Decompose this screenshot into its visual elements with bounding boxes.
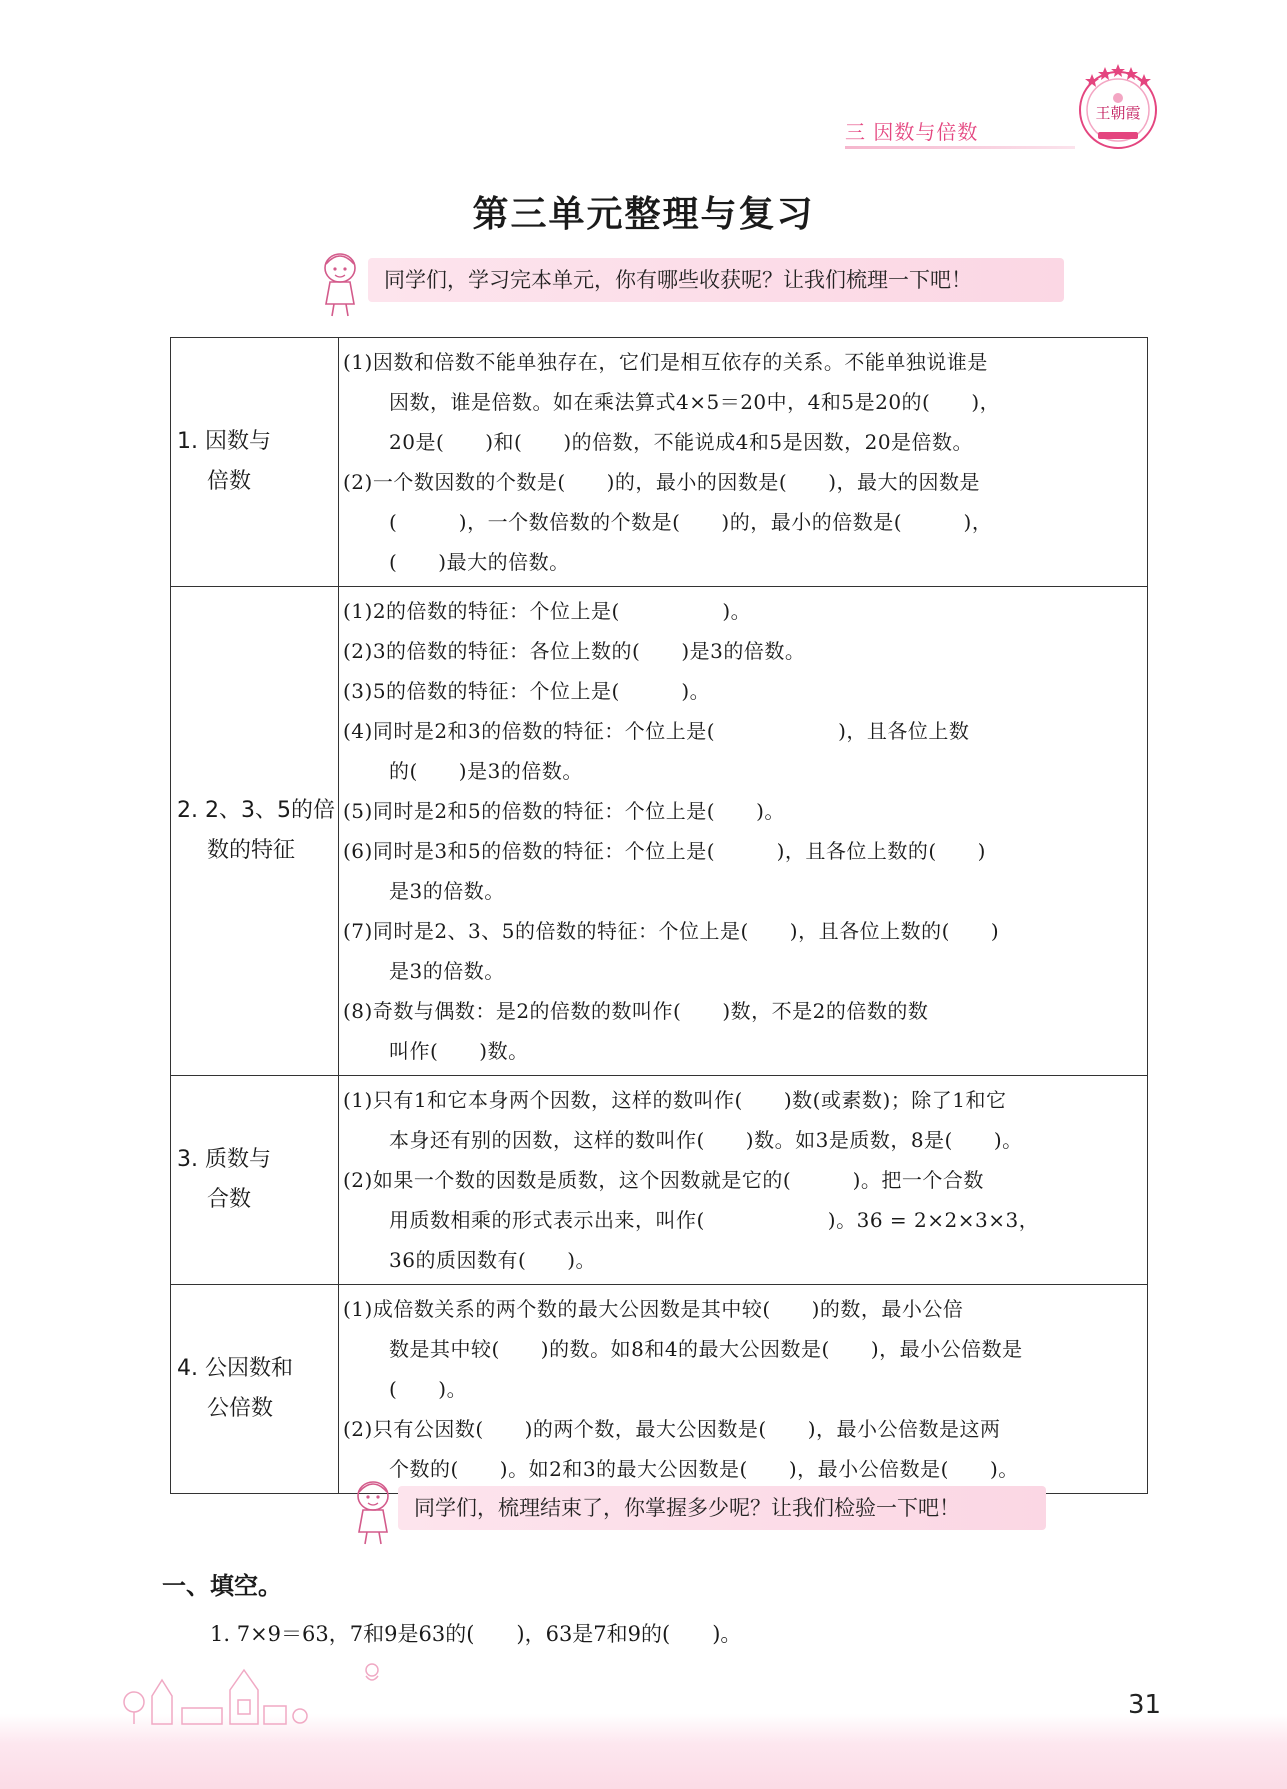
review-content-line: (1)只有1和它本身两个因数，这样的数叫作( )数(或素数)；除了1和它 — [343, 1088, 1007, 1112]
review-content-line: (3)5的倍数的特征：个位上是( )。 — [343, 679, 711, 703]
review-topic-cell — [171, 587, 339, 1076]
review-content-line: 的( )是3的倍数。 — [389, 759, 583, 783]
review-table-row — [171, 587, 1148, 1076]
review-content-line: (2)如果一个数的因数是质数，这个因数就是它的( )。把一个合数 — [343, 1168, 984, 1192]
review-content-line: 是3的倍数。 — [389, 879, 505, 903]
review-content-line: (2)只有公因数( )的两个数，最大公因数是( )，最小公倍数是这两 — [343, 1417, 1001, 1441]
review-content-line: (7)同时是2、3、5的倍数的特征：个位上是( )，且各位上数的( ) — [343, 919, 1000, 943]
review-topic-cell — [171, 1076, 339, 1285]
review-content-line: (8)奇数与偶数：是2的倍数的数叫作( )数，不是2的倍数的数 — [343, 999, 929, 1023]
review-content-line: 36的质因数有( )。 — [389, 1248, 597, 1272]
review-topic-label: 1. 因数与 — [177, 429, 271, 454]
review-content-line: (2)一个数因数的个数是( )的，最小的因数是( )，最大的因数是 — [343, 470, 981, 494]
brand-seal-logo — [1072, 60, 1164, 152]
review-content-line: 是3的倍数。 — [389, 959, 505, 983]
review-topic-label: 3. 质数与 — [177, 1147, 271, 1172]
review-content-line: ( )最大的倍数。 — [389, 550, 570, 574]
mascot-girl-icon — [345, 1476, 401, 1546]
review-topic-cell — [171, 338, 339, 587]
mascot-girl-icon — [312, 248, 368, 318]
review-content-cell — [339, 1285, 1148, 1494]
review-topic-label: 4. 公因数和 — [177, 1356, 293, 1381]
review-topic-label: 公倍数 — [207, 1396, 274, 1421]
page-title: 第三单元整理与复习 — [472, 194, 815, 235]
review-table-row — [171, 1285, 1148, 1494]
review-content-cell — [339, 338, 1148, 587]
review-topic-label: 倍数 — [207, 469, 252, 494]
review-topic-label: 2. 2、3、5的倍 — [177, 798, 335, 823]
section-heading: 一、填空。 — [162, 1572, 282, 1600]
review-content-line: 数是其中较( )的数。如8和4的最大公因数是( )，最小公倍数是 — [389, 1337, 1023, 1361]
chapter-label: 三 因数与倍数 — [845, 120, 979, 144]
review-table-row — [171, 1076, 1148, 1285]
review-table — [170, 337, 1148, 1494]
exercise-item: 1. 7×9＝63，7和9是63的( )，63是7和9的( )。 — [210, 1622, 742, 1646]
review-table-row — [171, 338, 1148, 587]
svg-text:王朝霞: 王朝霞 — [1095, 104, 1141, 122]
review-content-line: (6)同时是3和5的倍数的特征：个位上是( )，且各位上数的( ) — [343, 839, 986, 863]
review-topic-label: 数的特征 — [207, 838, 296, 863]
review-content-line: (2)3的倍数的特征：各位上数的( )是3的倍数。 — [343, 639, 806, 663]
review-content-line: (4)同时是2和3的倍数的特征：个位上是( )，且各位上数 — [343, 719, 970, 743]
review-content-line: 用质数相乘的形式表示出来，叫作( )。36 = 2×2×3×3， — [389, 1208, 1040, 1232]
review-content-line: (5)同时是2和5的倍数的特征：个位上是( )。 — [343, 799, 785, 823]
review-content-line: (1)2的倍数的特征：个位上是( )。 — [343, 599, 752, 623]
header-underline — [845, 146, 1075, 149]
check-banner: 同学们，梳理结束了，你掌握多少呢？让我们检验一下吧！ — [398, 1486, 1046, 1530]
review-topic-label: 合数 — [207, 1187, 252, 1212]
page-number: 31 — [1128, 1690, 1162, 1720]
review-content-line: 本身还有别的因数，这样的数叫作( )数。如3是质数，8是( )。 — [389, 1128, 1023, 1152]
review-content-line: (1)成倍数关系的两个数的最大公因数是其中较( )的数，最小公倍 — [343, 1297, 964, 1321]
review-content-line: ( )，一个数倍数的个数是( )的，最小的倍数是( )， — [389, 510, 993, 534]
review-content-line: (1)因数和倍数不能单独存在，它们是相互依存的关系。不能单独说谁是 — [343, 350, 988, 374]
review-content-line: 个数的( )。如2和3的最大公因数是( )，最小公倍数是( )。 — [389, 1457, 1019, 1481]
review-content-line: 因数，谁是倍数。如在乘法算式4×5＝20中，4和5是20的( )， — [389, 390, 1001, 414]
review-content-line: ( )。 — [389, 1377, 468, 1401]
review-content-line: 20是( )和( )的倍数，不能说成4和5是因数，20是倍数。 — [389, 430, 974, 454]
intro-banner: 同学们，学习完本单元，你有哪些收获呢？让我们梳理一下吧！ — [368, 258, 1064, 302]
review-content-cell — [339, 1076, 1148, 1285]
review-content-line: 叫作( )数。 — [389, 1039, 529, 1063]
footer-castle-decoration-icon — [120, 1650, 440, 1726]
review-topic-cell — [171, 1285, 339, 1494]
chapter-header — [845, 112, 1075, 150]
review-content-cell — [339, 587, 1148, 1076]
